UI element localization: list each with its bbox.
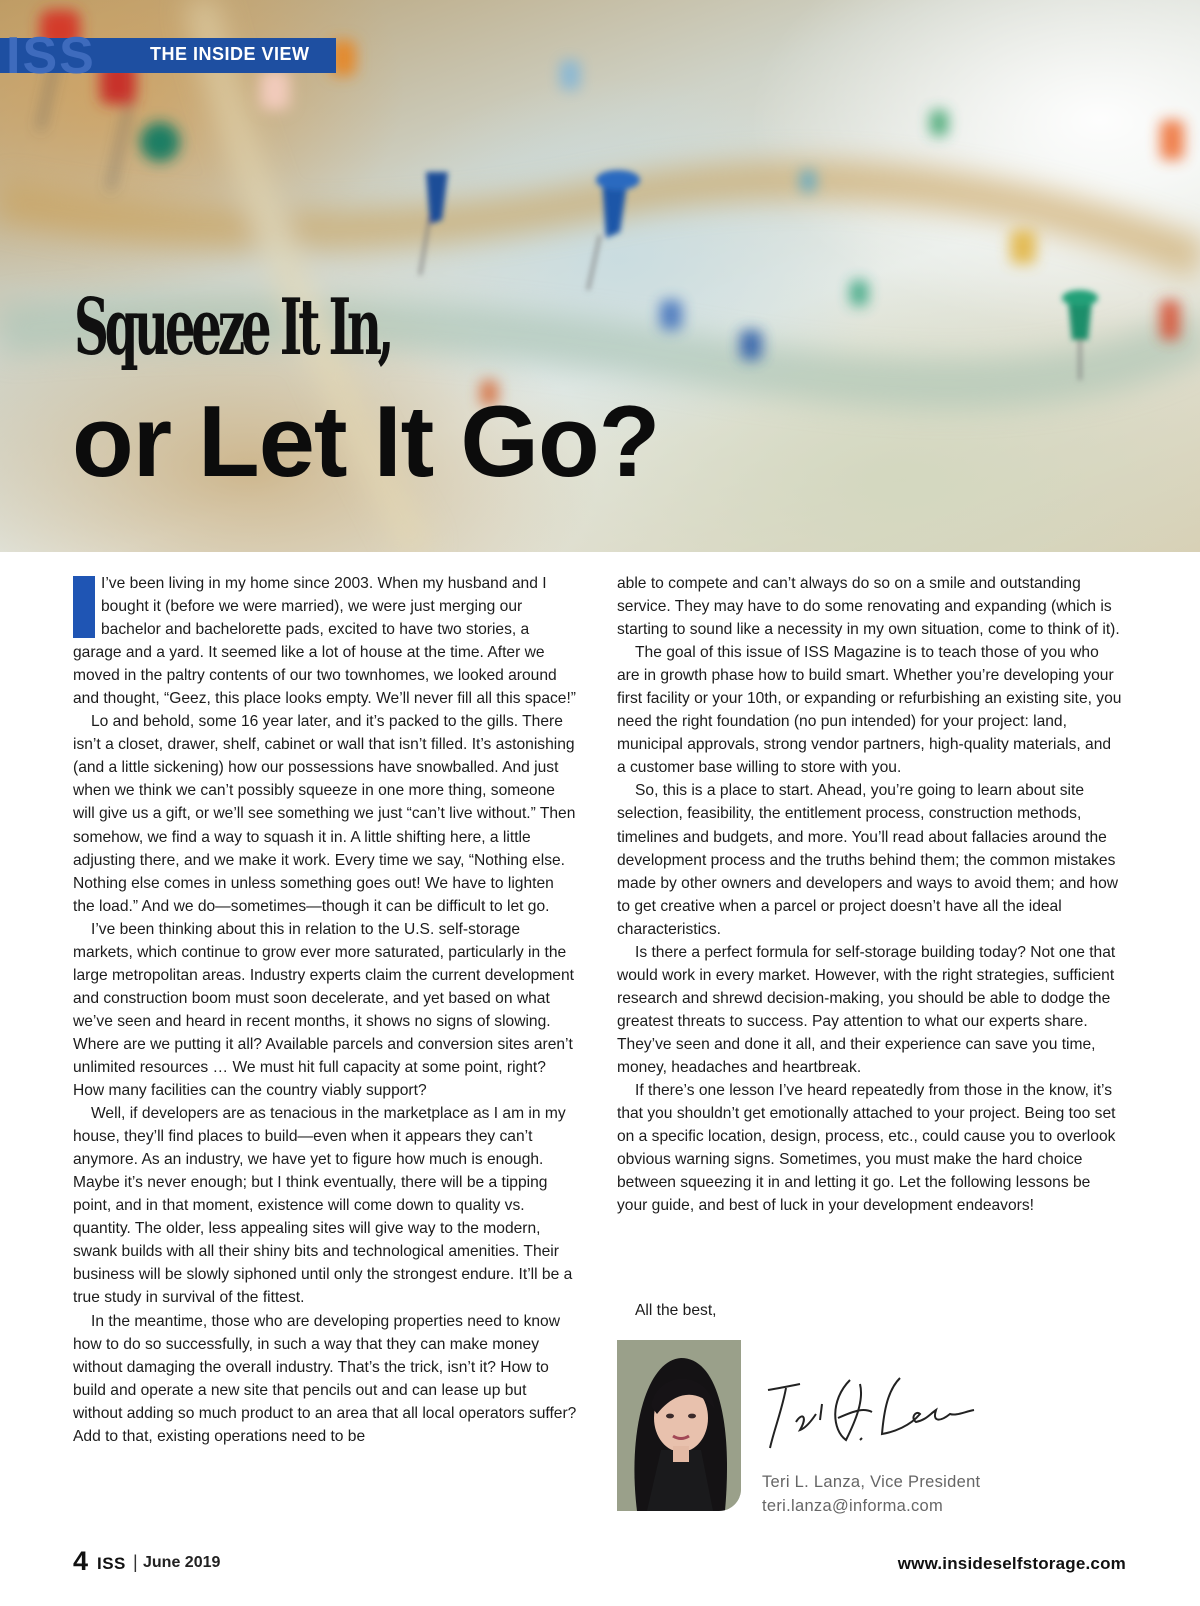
drop-cap: [73, 576, 95, 638]
headline-line-1: Squeeze It In,: [74, 282, 391, 373]
closing-line: All the best,: [635, 1302, 717, 1319]
page-number: 4: [73, 1546, 89, 1576]
article-paragraph: Lo and behold, some 16 year later, and it’s packed to the gills. There isn’t a closet, drawer, shelf, cabinet or wall that isn’t filled. It’s astonishing (and a little sickening) how our possessions have snowballed. And just when we think we can’t possibly squeeze in one more thing, someone will give us a gift, or we’ll see something we just “can’t live without.” Then somehow, we find a way to squash it in. A little shifting here, a little adjusting there, and we make it work. Every time we say, “Nothing else. Nothing else comes in unless something goes out! We have to lighten the load.” And we do—sometimes—though it can be difficult to let go.: [73, 713, 576, 915]
section-label: THE INSIDE VIEW: [150, 44, 310, 64]
article-paragraph: The goal of this issue of ISS Magazine is to teach those of you who are in growth phase how to build smart. Whether you’re developing your first facility or your 10th, or expanding or refurbishing an existing site, you need the right foundation (no pun intended) for your project: land, municipal approvals, strong vendor partners, high-quality materials, and a customer base willing to store with you.: [617, 644, 1122, 777]
page-footer: [0, 1546, 1200, 1586]
author-email: teri.lanza@informa.com: [762, 1497, 944, 1515]
article-paragraph: I’ve been living in my home since 2003. When my husband and I bought it (before we were married), we were just merging our bachelor and bachelorette pads, excited to have two stories, a garage and a yard. It seemed like a lot of house at the time. After we moved in the paltry contents of our two townhomes, we looked around and thought, “Geez, this place looks empty. We’ll never fill all this space!”: [73, 575, 576, 708]
section-banner: [0, 27, 336, 85]
article-paragraph: able to compete and can’t always do so on a smile and outstanding service. They may have to do some renovating and expanding (which is starting to sound like a necessity in my own situation, come to think of it).: [617, 575, 1120, 639]
footer-magazine-logo: ISS: [97, 1554, 126, 1573]
article-paragraph: Is there a perfect formula for self-storage building today? Not one that would work in every market. However, with the right strategies, sufficient research and shrewd decision-making, you should be able to dodge the greatest threats to success. Pay attention to what our experts share. They’ve seen and done it all, and their experience can save you time, money, headaches and heartbreak.: [617, 943, 1116, 1076]
article-column-left: [73, 572, 579, 1448]
article-paragraph: So, this is a place to start. Ahead, you’re going to learn about site selection, feasibility, the entitlement process, construction methods, timelines and budgets, and more. You’ll read about fallacies around the development process and the truths behind them; the common mistakes made by other owners and developers and ways to avoid them; and how to get creative when a parcel or project doesn’t have all the ideal characteristics.: [617, 782, 1119, 938]
issue-date: June 2019: [143, 1554, 221, 1571]
article-paragraph: If there’s one lesson I’ve heard repeatedly from those in the know, it’s that you shouldn’t get emotionally attached to your project. Being too set on a specific location, design, process, etc., could cause you to overlook obvious warning signs. Sometimes, you must make the hard choice between squeezing it in and letting it go. Let the following lessons be your guide, and best of luck in your development endeavors!: [617, 1082, 1116, 1215]
iss-logo: ISS: [6, 27, 96, 85]
article-paragraph: Well, if developers are as tenacious in the marketplace as I am in my house, they’ll find places to build—even when it appears they can’t anymore. As an industry, we have yet to figure how much is enough. Maybe it’s never enough; but I think eventually, there will be a tipping point, and in that moment, existence will come down to quality vs. quantity. The older, less appealing sites will give way to the modern, swank builds with all their shiny bits and technological amenities. Their business will be slowly siphoned until only the strongest endure. It’ll be a true study in survival of the fittest.: [73, 1105, 573, 1307]
author-portrait-photo: [617, 1340, 741, 1511]
author-name: Teri L. Lanza, Vice President: [762, 1473, 981, 1491]
headline-line-2: or Let It Go?: [72, 386, 660, 498]
website-url: www.insideselfstorage.com: [897, 1554, 1126, 1573]
hero-image: [0, 0, 1200, 552]
article-column-right: [617, 572, 1123, 1217]
handwritten-signature: [760, 1370, 980, 1465]
article-paragraph: I’ve been thinking about this in relation to the U.S. self-storage markets, which continue to grow ever more saturated, particularly in the large metropolitan areas. Industry experts claim the current development and construction boom must soon decelerate, and yet based on what we’ve seen and heard in recent months, it shows no signs of slowing. Where are we putting it all? Available parcels and conversion sites aren’t unlimited resources … We must hit full capacity at some point, right? How many facilities can the country viably support?: [73, 920, 574, 1100]
article-paragraph: In the meantime, those who are developing properties need to know how to do so successfully, in such a way that they can make money without damaging the overall industry. That’s the trick, isn’t it? How to build and operate a new site that pencils out and can lease up but without adding so much product to an area that all local operators suffer? Add to that, existing operations need to be: [73, 1312, 577, 1445]
footer-separator: |: [133, 1552, 138, 1572]
